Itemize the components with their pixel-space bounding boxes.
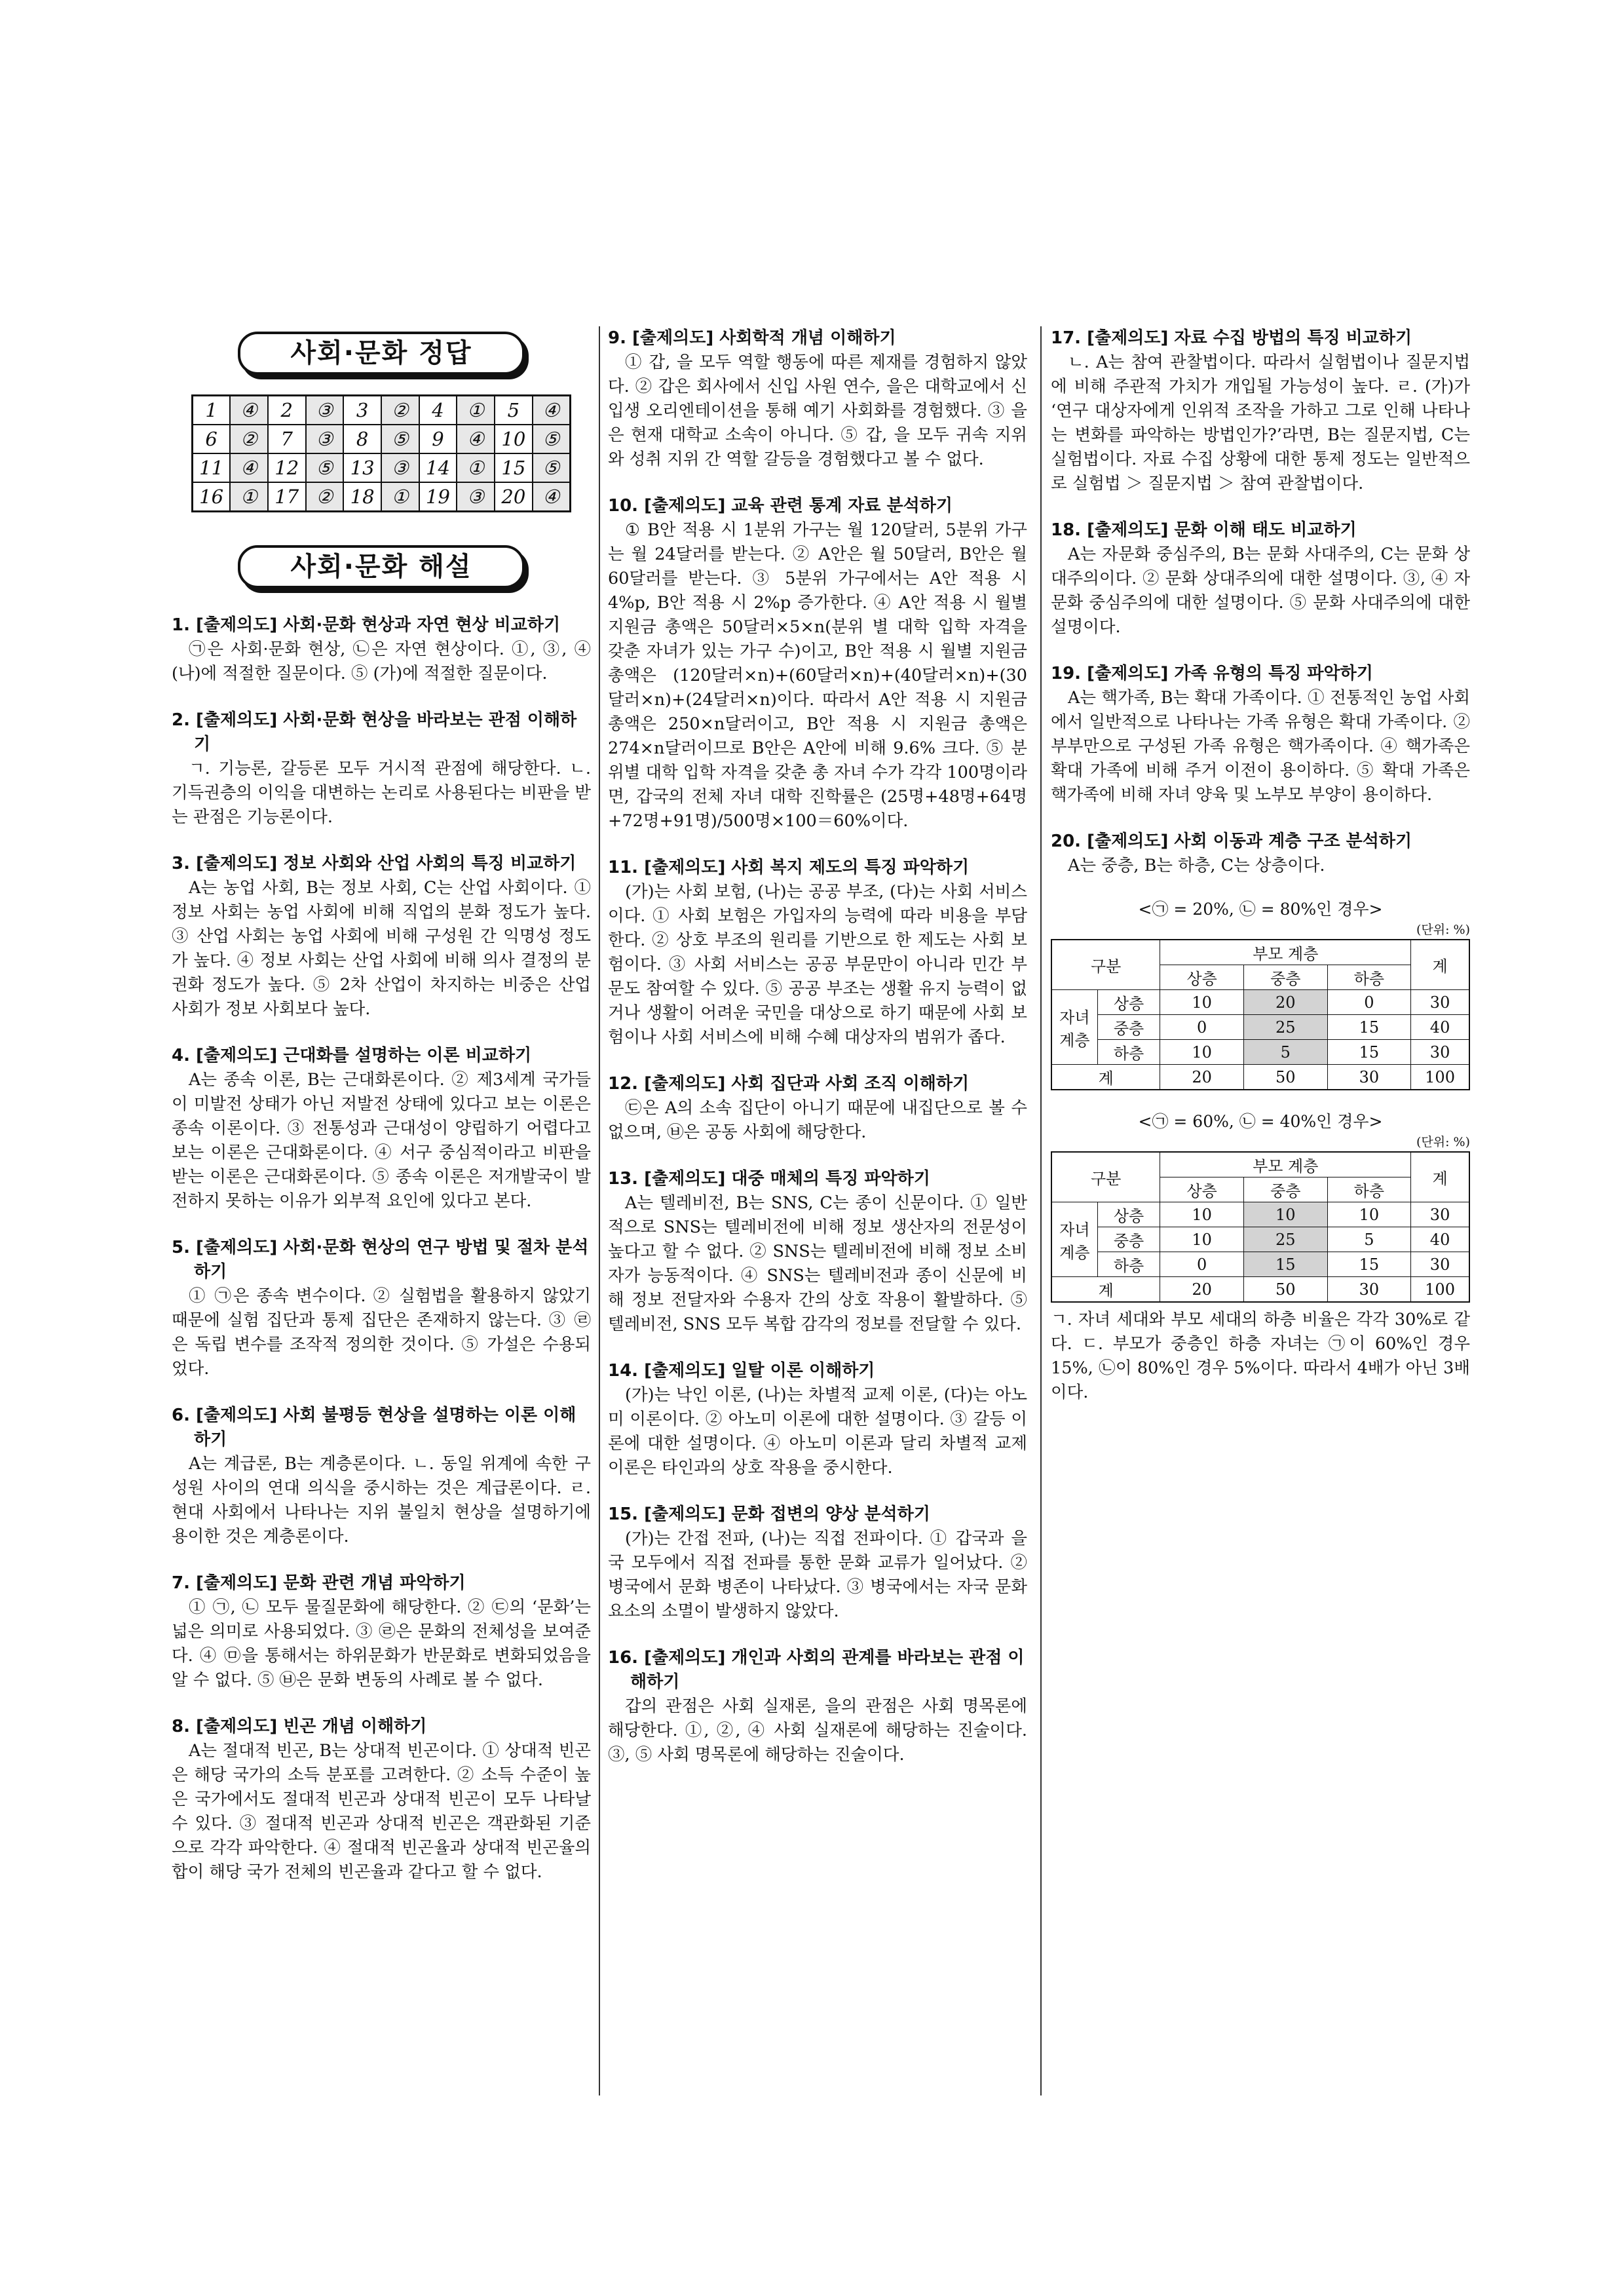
answer-value: ⑤ xyxy=(533,425,571,453)
column-2 xyxy=(608,326,1027,1789)
item-heading: 1. [출제의도] 사회·문화 현상과 자연 현상 비교하기 xyxy=(172,615,561,635)
explanation-item xyxy=(608,856,1027,1050)
table-unit: (단위: %) xyxy=(1416,1135,1470,1149)
explanation-item xyxy=(172,1571,591,1693)
explanation-item xyxy=(172,613,591,686)
total-label: 계 xyxy=(1051,1065,1160,1090)
question-number: 18 xyxy=(343,482,381,512)
answer-value: ① xyxy=(457,453,495,482)
explain-title: 사회·문화 해설 xyxy=(238,545,525,588)
column-1 xyxy=(172,326,591,1907)
item-heading: 5. [출제의도] 사회·문화 현상의 연구 방법 및 절차 분석하기 xyxy=(172,1238,589,1282)
item-body: (가)는 간접 전파, (나)는 직접 전파이다. ① 갑국과 을국 모두에서 직접 전파를 통한 문화 교류가 일어났다. ② 병국에서 문화 병존이 나타났다. ③ 병국에서는 자국 문화 요소의 소멸이 발생하지 않았다. xyxy=(608,1529,1027,1621)
row-label: 하층 xyxy=(1097,1040,1160,1065)
item-body: A는 자문화 중심주의, B는 문화 사대주의, C는 문화 상대주의이다. ② 문화 상대주의에 대한 설명이다. ③, ④ 자문화 중심주의에 대한 설명이다. ⑤ 문화 사대주의에 대한 설명이다. xyxy=(1051,545,1470,637)
answer-value: ① xyxy=(457,396,495,425)
question-number: 11 xyxy=(193,453,231,482)
header-total: 계 xyxy=(1411,940,1469,990)
explanation-item xyxy=(172,852,591,1022)
answer-value: ③ xyxy=(306,396,344,425)
question-number: 19 xyxy=(419,482,457,512)
column-divider-2 xyxy=(1040,326,1042,2095)
header-parent: 부모 계층 xyxy=(1160,940,1411,965)
item-body: ㉠은 사회·문화 현상, ㉡은 자연 현상이다. ①, ③, ④ (나)에 적절한 질문이다. ⑤ (가)에 적절한 질문이다. xyxy=(172,640,591,683)
table-caption: <㉠ = 20%, ㉡ = 80%인 경우> xyxy=(1138,900,1383,919)
item-heading: 18. [출제의도] 문화 이해 태도 비교하기 xyxy=(1051,520,1357,540)
question-number: 7 xyxy=(268,425,306,453)
table-cell: 40 xyxy=(1411,1227,1469,1252)
item-heading: 13. [출제의도] 대중 매체의 특징 파악하기 xyxy=(608,1169,930,1189)
explanation-item xyxy=(608,326,1027,472)
table-cell: 30 xyxy=(1411,1202,1469,1227)
column-3 xyxy=(1051,326,1470,1405)
item-heading: 6. [출제의도] 사회 불평등 현상을 설명하는 이론 이해하기 xyxy=(172,1406,576,1449)
explanation-item xyxy=(1051,326,1470,496)
question-number: 13 xyxy=(343,453,381,482)
table-cell: 10 xyxy=(1327,1202,1411,1227)
item-heading: 3. [출제의도] 정보 사회와 산업 사회의 특징 비교하기 xyxy=(172,854,576,873)
answer-value: ③ xyxy=(381,453,419,482)
row-label: 중층 xyxy=(1097,1227,1160,1252)
table-cell: 15 xyxy=(1327,1015,1411,1040)
table-cell: 0 xyxy=(1160,1252,1244,1277)
item-body: ㉢은 A의 소속 집단이 아니기 때문에 내집단으로 볼 수 없으며, ㉥은 공동 사회에 해당한다. xyxy=(608,1098,1027,1142)
table-cell: 10 xyxy=(1160,1227,1244,1252)
item-heading: 20. [출제의도] 사회 이동과 계층 구조 분석하기 xyxy=(1051,832,1412,851)
question-number: 2 xyxy=(268,396,306,425)
answer-row xyxy=(193,425,571,453)
answer-value: ⑤ xyxy=(381,425,419,453)
child-label: 자녀 계층 xyxy=(1051,990,1097,1065)
item-heading: 12. [출제의도] 사회 집단과 사회 조직 이해하기 xyxy=(608,1074,970,1094)
answer-value: ④ xyxy=(230,396,268,425)
item-body: ㄱ. 기능론, 갈등론 모두 거시적 관점에 해당한다. ㄴ. 기득권층의 이익을 대변하는 논리로 사용된다는 비판을 받는 관점은 기능론이다. xyxy=(172,759,591,827)
answer-value: ③ xyxy=(306,425,344,453)
table-cell: 10 xyxy=(1160,1202,1244,1227)
explanation-item xyxy=(1051,662,1470,807)
column-divider-1 xyxy=(599,326,600,2095)
table-header-row xyxy=(1051,1152,1469,1177)
item-body: (가)는 낙인 이론, (나)는 차별적 교제 이론, (다)는 아노미 이론이다. ② 아노미 이론에 대한 설명이다. ③ 갈등 이론에 대한 설명이다. ④ 아노미 이론과 달리 차별적 교제 이론은 타인과의 상호 작용을 중시한다. xyxy=(608,1385,1027,1478)
item-body: ① 갑, 을 모두 역할 행동에 따른 제재를 경험하지 않았다. ② 갑은 회사에서 신입 사원 연수, 을은 대학교에서 신입생 오리엔테이션을 통해 예기 사회화를 경험했다. ③ 을은 현재 대학교 소속이 아니다. ⑤ 갑, 을 모두 귀속 지위와 성취 지위 간 역할 갈등을 경험했다고 볼 수 없다. xyxy=(608,353,1027,469)
item-heading: 8. [출제의도] 빈곤 개념 이해하기 xyxy=(172,1717,427,1736)
item-heading: 19. [출제의도] 가족 유형의 특징 파악하기 xyxy=(1051,664,1373,683)
table-total-row xyxy=(1051,1277,1469,1303)
explanation-item xyxy=(172,1715,591,1885)
header-col: 하층 xyxy=(1327,1177,1411,1202)
table-cell: 25 xyxy=(1243,1227,1327,1252)
table-cell: 40 xyxy=(1411,1015,1469,1040)
item-body: A는 계급론, B는 계층론이다. ㄴ. 동일 위계에 속한 구성원 사이의 연대 의식을 중시하는 것은 계급론이다. ㄹ. 현대 사회에서 나타나는 지위 불일치 현상을 설명하기에 용이한 것은 계층론이다. xyxy=(172,1454,591,1546)
explanation-item xyxy=(172,708,591,830)
answer-value: ③ xyxy=(457,482,495,512)
table-row xyxy=(1051,990,1469,1015)
table-cell: 50 xyxy=(1243,1277,1327,1303)
item-heading: 10. [출제의도] 교육 관련 통계 자료 분석하기 xyxy=(608,496,953,516)
question-number: 14 xyxy=(419,453,457,482)
header-parent: 부모 계층 xyxy=(1160,1152,1411,1177)
item-body: A는 종속 이론, B는 근대화론이다. ② 제3세계 국가들이 미발전 상태가 아닌 저발전 상태에 있다고 보는 이론은 종속 이론이다. ③ 전통성과 근대성이 양립하기 어렵다고 보는 이론은 근대화론이다. ④ 서구 중심적이라고 비판을 받는 이론은 근대화론이다. ⑤ 종속 이론은 저개발국이 발전하지 못하는 이유가 외부적 요인에 있다고 본다. xyxy=(172,1070,591,1211)
answer-value: ② xyxy=(306,482,344,512)
total-label: 계 xyxy=(1051,1277,1160,1303)
explanation-item xyxy=(1051,518,1470,640)
table-cell: 10 xyxy=(1160,1040,1244,1065)
table-cell: 20 xyxy=(1160,1065,1244,1090)
item-body: ㄴ. A는 참여 관찰법이다. 따라서 실험법이나 질문지법에 비해 주관적 가치가 개입될 가능성이 높다. ㄹ. (가)가 ‘연구 대상자에게 인위적 조작을 가하고 그로 인해 나타나는 변화를 파악하는 방법인가?’라면, B는 질문지법, C는 실험법이다. 자료 수집 상황에 대한 통제 정도는 일반적으로 실험법 ＞ 질문지법 ＞ 참여 관찰법이다. xyxy=(1051,353,1470,493)
item-20-conclusion: ㄱ. 자녀 세대와 부모 세대의 하층 비율은 각각 30%로 같다. ㄷ. 부모가 중층인 하층 자녀는 ㉠이 60%인 경우 15%, ㉡이 80%인 경우 5%이다. 따라서 4배가 아닌 3배이다. xyxy=(1051,1310,1470,1402)
answer-value: ⑤ xyxy=(533,453,571,482)
table-cell: 0 xyxy=(1327,990,1411,1015)
table-row xyxy=(1051,1227,1469,1252)
item-heading: 14. [출제의도] 일탈 이론 이해하기 xyxy=(608,1361,875,1381)
item-body: A는 텔레비전, B는 SNS, C는 종이 신문이다. ① 일반적으로 SNS는 텔레비전에 비해 정보 생산자의 전문성이 높다고 할 수 없다. ② SNS는 텔레비전에 비해 정보 소비자가 능동적이다. ④ SNS는 텔레비전과 종이 신문에 비해 정보 전달자와 수용자 간의 상호 작용이 활발하다. ⑤ 텔레비전, SNS 모두 복합 감각의 정보를 전달할 수 있다. xyxy=(608,1193,1027,1334)
question-number: 20 xyxy=(495,482,533,512)
table-row xyxy=(1051,1252,1469,1277)
item-body: A는 중층, B는 하층, C는 상층이다. xyxy=(1068,856,1325,875)
item-body: ① ㉠은 종속 변수이다. ② 실험법을 활용하지 않았기 때문에 실험 집단과 통제 집단은 존재하지 않는다. ③ ㉣은 독립 변수를 조작적 정의한 것이다. ⑤ 가설은 수용되었다. xyxy=(172,1286,591,1379)
table-cell: 30 xyxy=(1411,1040,1469,1065)
table-cell: 0 xyxy=(1160,1015,1244,1040)
answer-value: ① xyxy=(230,482,268,512)
table-cell: 10 xyxy=(1160,990,1244,1015)
answer-value: ⑤ xyxy=(306,453,344,482)
answer-table xyxy=(191,394,571,512)
table-cell: 30 xyxy=(1411,1252,1469,1277)
mobility-table xyxy=(1051,939,1470,1090)
table-cell: 100 xyxy=(1411,1277,1469,1303)
item-heading: 17. [출제의도] 자료 수집 방법의 특징 비교하기 xyxy=(1051,328,1412,348)
table-cell: 5 xyxy=(1243,1040,1327,1065)
answer-row xyxy=(193,482,571,512)
table-cell: 25 xyxy=(1243,1015,1327,1040)
answer-row xyxy=(193,453,571,482)
row-label: 상층 xyxy=(1097,1202,1160,1227)
item-heading: 9. [출제의도] 사회학적 개념 이해하기 xyxy=(608,328,896,348)
item-heading: 2. [출제의도] 사회·문화 현상을 바라보는 관점 이해하기 xyxy=(172,710,577,754)
question-number: 12 xyxy=(268,453,306,482)
question-number: 8 xyxy=(343,425,381,453)
question-number: 16 xyxy=(193,482,231,512)
explanation-item xyxy=(172,1236,591,1381)
explanation-item xyxy=(608,1167,1027,1337)
table-cell: 20 xyxy=(1160,1277,1244,1303)
header-col: 중층 xyxy=(1243,1177,1327,1202)
header-col: 상층 xyxy=(1160,1177,1244,1202)
table-cell: 20 xyxy=(1243,990,1327,1015)
question-number: 5 xyxy=(495,396,533,425)
item-heading: 15. [출제의도] 문화 접변의 양상 분석하기 xyxy=(608,1504,930,1524)
answer-value: ② xyxy=(381,396,419,425)
table-cell: 30 xyxy=(1327,1065,1411,1090)
table-cell: 15 xyxy=(1243,1252,1327,1277)
header-group: 구분 xyxy=(1051,1152,1160,1202)
question-number: 1 xyxy=(193,396,231,425)
explanation-item xyxy=(608,1359,1027,1480)
table-row xyxy=(1051,1015,1469,1040)
question-number: 10 xyxy=(495,425,533,453)
question-number: 17 xyxy=(268,482,306,512)
explanation-item xyxy=(608,494,1027,833)
header-group: 구분 xyxy=(1051,940,1160,990)
question-number: 4 xyxy=(419,396,457,425)
answer-value: ④ xyxy=(230,453,268,482)
row-label: 하층 xyxy=(1097,1252,1160,1277)
explanation-item xyxy=(608,1502,1027,1624)
header-col: 하층 xyxy=(1327,965,1411,990)
answer-value: ② xyxy=(230,425,268,453)
header-total: 계 xyxy=(1411,1152,1469,1202)
header-col: 중층 xyxy=(1243,965,1327,990)
table-total-row xyxy=(1051,1065,1469,1090)
item-body: 갑의 관점은 사회 실재론, 을의 관점은 사회 명목론에 해당한다. ①, ②, ④ 사회 실재론에 해당하는 진술이다. ③, ⑤ 사회 명목론에 해당하는 진술이다. xyxy=(608,1696,1027,1765)
header-col: 상층 xyxy=(1160,965,1244,990)
item-body: ① ㉠, ㉡ 모두 물질문화에 해당한다. ② ㉢의 ‘문화’는 넓은 의미로 사용되었다. ③ ㉣은 문화의 전체성을 보여준다. ④ ㉤을 통해서는 하위문화가 반문화로 변화되었음을 알 수 없다. ⑤ ㉥은 문화 변동의 사례로 볼 수 없다. xyxy=(172,1598,591,1690)
explanation-item xyxy=(172,1044,591,1214)
question-number: 6 xyxy=(193,425,231,453)
explanation-item xyxy=(172,1404,591,1549)
explanation-item xyxy=(1051,830,1470,878)
question-number: 3 xyxy=(343,396,381,425)
table-cell: 30 xyxy=(1411,990,1469,1015)
mobility-table xyxy=(1051,1151,1470,1303)
question-number: 15 xyxy=(495,453,533,482)
row-label: 상층 xyxy=(1097,990,1160,1015)
answer-value: ④ xyxy=(533,396,571,425)
row-label: 중층 xyxy=(1097,1015,1160,1040)
explanation-item xyxy=(608,1072,1027,1145)
table-caption: <㉠ = 60%, ㉡ = 40%인 경우> xyxy=(1138,1112,1383,1131)
question-number: 9 xyxy=(419,425,457,453)
table-cell: 15 xyxy=(1327,1252,1411,1277)
table-cell: 50 xyxy=(1243,1065,1327,1090)
item-body: (가)는 사회 보험, (나)는 공공 부조, (다)는 사회 서비스이다. ① 사회 보험은 가입자의 능력에 따라 비용을 부담한다. ② 상호 부조의 원리를 기반으로 한 제도는 사회 보험이다. ③ 사회 서비스는 공공 부문만이 아니라 민간 부문도 참여할 수 있다. ⑤ 공공 부조는 생활 유지 능력이 없거나 생활이 어려운 국민을 대상으로 하기 때문에 사회 보험이나 사회 서비스에 비해 수혜 대상자의 범위가 좁다. xyxy=(608,882,1027,1047)
item-heading: 16. [출제의도] 개인과 사회의 관계를 바라보는 관점 이해하기 xyxy=(608,1648,1025,1692)
item-heading: 7. [출제의도] 문화 관련 개념 파악하기 xyxy=(172,1573,466,1593)
explanation-item xyxy=(608,1646,1027,1767)
table-header-row xyxy=(1051,940,1469,965)
table-cell: 15 xyxy=(1327,1040,1411,1065)
answer-row xyxy=(193,396,571,425)
table-row xyxy=(1051,1040,1469,1065)
child-label: 자녀 계층 xyxy=(1051,1202,1097,1277)
item-heading: 4. [출제의도] 근대화를 설명하는 이론 비교하기 xyxy=(172,1046,532,1065)
table-cell: 100 xyxy=(1411,1065,1469,1090)
item-body: A는 절대적 빈곤, B는 상대적 빈곤이다. ① 상대적 빈곤은 해당 국가의 소득 분포를 고려한다. ② 소득 수준이 높은 국가에서도 절대적 빈곤과 상대적 빈곤이 모두 나타날 수 있다. ③ 절대적 빈곤과 상대적 빈곤은 객관화된 기준으로 각각 파악한다. ④ 절대적 빈곤율과 상대적 빈곤율의 합이 해당 국가 전체의 빈곤율과 같다고 할 수 없다. xyxy=(172,1741,591,1882)
answer-title: 사회·문화 정답 xyxy=(238,332,525,375)
item-body: A는 핵가족, B는 확대 가족이다. ① 전통적인 농업 사회에서 일반적으로 나타나는 가족 유형은 확대 가족이다. ② 부부만으로 구성된 가족 유형은 핵가족이다. ④ 핵가족은 확대 가족에 비해 주거 이전이 용이하다. ⑤ 확대 가족은 핵가족에 비해 자녀 양육 및 노부모 부양이 용이하다. xyxy=(1051,688,1470,805)
item-body: ① B안 적용 시 1분위 가구는 월 120달러, 5분위 가구는 월 24달러를 받는다. ② A안은 월 50달러, B안은 월 60달러를 받는다. ③ 5분위 가구에서는 A안 적용 시 4%p, B안 적용 시 2%p 증가한다. ④ A안 적용 시 월별 지원금 총액은 50달러×5×n(분위 별 대학 입학 자격을 갖춘 자녀가 있는 가구 수)이고, B안 적용 시 월별 지원금 총액은 (120달러×n)+(60달러×n)+(40달러×n)+(30달러×n)+(24달러×n)이다. 따라서 A안 적용 시 지원금 총액은 250×n달러이고, B안 적용 시 지원금 총액은 274×n달러이므로 B안은 A안에 비해 9.6% 크다. ⑤ 분위별 대학 입학 자격을 갖춘 총 자녀 수가 각각 100명이라면, 갑국의 전체 자녀 대학 진학률은 (25명+48명+64명+72명+91명)/500명×100＝60%이다. xyxy=(608,520,1027,831)
table-cell: 5 xyxy=(1327,1227,1411,1252)
table-cell: 30 xyxy=(1327,1277,1411,1303)
answer-value: ① xyxy=(381,482,419,512)
answer-value: ④ xyxy=(457,425,495,453)
item-heading: 11. [출제의도] 사회 복지 제도의 특징 파악하기 xyxy=(608,858,970,877)
answer-value: ④ xyxy=(533,482,571,512)
table-row xyxy=(1051,1202,1469,1227)
table-cell: 10 xyxy=(1243,1202,1327,1227)
item-body: A는 농업 사회, B는 정보 사회, C는 산업 사회이다. ① 정보 사회는 농업 사회에 비해 직업의 분화 정도가 높다. ③ 산업 사회는 농업 사회에 비해 구성원 간 익명성 정도가 높다. ④ 정보 사회는 산업 사회에 비해 의사 결정의 분권화 정도가 높다. ⑤ 2차 산업이 차지하는 비중은 산업 사회가 정보 사회보다 높다. xyxy=(172,878,591,1019)
table-unit: (단위: %) xyxy=(1416,923,1470,937)
